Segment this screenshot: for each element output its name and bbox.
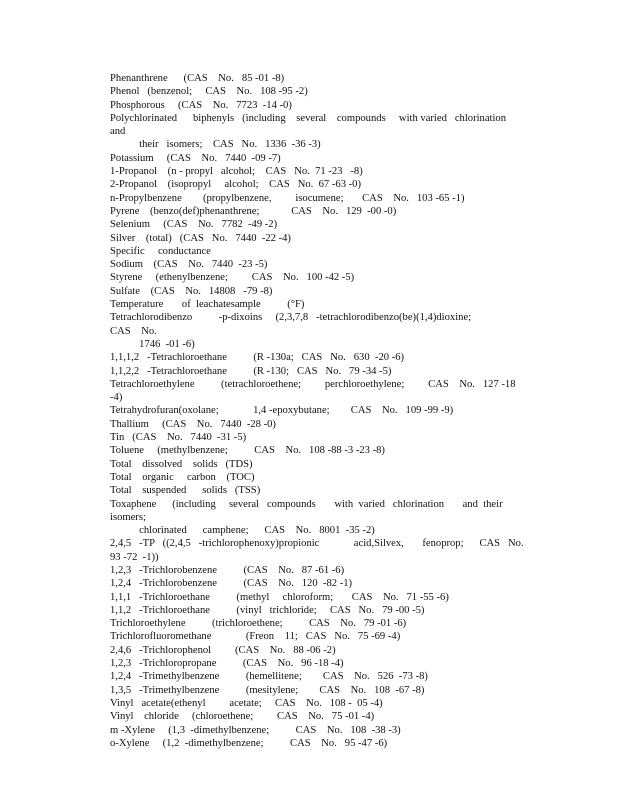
entry-text: 2,4,6 -Trichlorophenol (CAS No. 88 -06 -2)	[110, 644, 336, 656]
entry-text: Tetrachloroethylene (tetrachloroethene; perchloroethylene; CAS No. 127 -18 -4)	[110, 378, 519, 404]
entry-text: Styrene (ethenylbenzene; CAS No. 100 -42 -5)	[110, 272, 355, 284]
list-item	[110, 218, 530, 231]
entry-text: Thallium (CAS No. 7440 -28 -0)	[110, 418, 276, 430]
list-item	[110, 298, 530, 311]
entry-text: Temperature of leachatesample (°F)	[110, 299, 305, 311]
list-item	[110, 697, 530, 710]
list-item	[110, 351, 530, 364]
entry-text: Phenanthrene (CAS No. 85 -01 -8)	[110, 73, 285, 84]
list-item	[110, 471, 530, 484]
entry-text: Trichloroethylene (trichloroethene; CAS No. 79 -01 -6)	[110, 618, 407, 630]
entry-text: Toluene (methylbenzene; CAS No. 108 -88 -3 -23 -8)	[110, 445, 385, 457]
entry-continuation-text: their isomers; CAS No. 1336 -36 -3)	[110, 139, 321, 151]
list-item	[110, 458, 530, 471]
entry-text: Potassium (CAS No. 7440 -09 -7)	[110, 152, 281, 164]
list-item	[110, 498, 530, 538]
entry-text: Total suspended solids (TSS)	[110, 485, 261, 497]
entry-text: Silver (total) (CAS No. 7440 -22 -4)	[110, 232, 291, 244]
list-item	[110, 112, 530, 152]
list-item	[110, 710, 530, 723]
list-item	[110, 404, 530, 417]
entry-text: 1,1,1 -Trichloroethane (methyl chloroform; CAS No. 71 -55 -6)	[110, 591, 449, 603]
list-item	[110, 72, 530, 85]
list-item	[110, 630, 530, 643]
entry-text: 1,1,2 -Trichloroethane (vinyl trichloride; CAS No. 79 -00 -5)	[110, 604, 425, 616]
list-item	[110, 684, 530, 697]
entry-text: 1,1,1,2 -Tetrachloroethane (R -130a; CAS No. 630 -20 -6)	[110, 352, 405, 364]
entry-text: 2,4,5 -TP ((2,4,5 -trichlorophenoxy)propionic acid,Silvex, fenoprop; CAS No. 93 -72 -1))	[110, 538, 532, 563]
list-item	[110, 604, 530, 617]
entry-text: 1,2,3 -Trichloropropane (CAS No. 96 -18 -4)	[110, 658, 344, 670]
entry-text: Tin (CAS No. 7440 -31 -5)	[110, 432, 247, 444]
entry-text: Sodium (CAS No. 7440 -23 -5)	[110, 259, 268, 271]
entry-text: Selenium (CAS No. 7782 -49 -2)	[110, 219, 278, 231]
list-item	[110, 271, 530, 284]
list-item	[110, 657, 530, 670]
list-item	[110, 537, 530, 564]
entry-text: Sulfate (CAS No. 14808 -79 -8)	[110, 285, 273, 297]
entry-text: Tetrachlorodibenzo -p-dixoins (2,3,7,8 -tetrachlorodibenzo(be)(1,4)dioxine; CAS No.	[110, 312, 511, 337]
entry-text: Phenol (benzenol; CAS No. 108 -95 -2)	[110, 86, 308, 98]
list-item	[110, 617, 530, 630]
list-item	[110, 85, 530, 98]
entry-text: Vinyl acetate(ethenyl acetate; CAS No. 108 - 05 -4)	[110, 697, 383, 709]
chemical-list	[110, 72, 530, 750]
list-item	[110, 232, 530, 245]
entry-text: Polychlorinated biphenyls (including several compounds with varied chlorination and	[110, 112, 520, 138]
list-item	[110, 205, 530, 218]
entry-text: Total dissolved solids (TDS)	[110, 458, 253, 470]
list-item	[110, 192, 530, 205]
entry-text: 1,2,3 -Trichlorobenzene (CAS No. 87 -61 -6)	[110, 564, 345, 576]
entry-text: 1,2,4 -Trimethylbenzene (hemellitene; CAS No. 526 -73 -8)	[110, 671, 428, 683]
list-item	[110, 484, 530, 497]
entry-text: o-Xylene (1,2 -dimethylbenzene; CAS No. 95 -47 -6)	[110, 737, 388, 749]
entry-text: 1-Propanol (n - propyl alcohol; CAS No. 71 -23 -8)	[110, 166, 363, 178]
list-item	[110, 99, 530, 112]
entry-text: Toxaphene (including several compounds with varied chlorination and their isomers;	[110, 498, 508, 523]
entry-text: Phosphorous (CAS No. 7723 -14 -0)	[110, 99, 292, 111]
list-item	[110, 644, 530, 657]
list-item	[110, 152, 530, 165]
list-item	[110, 564, 530, 577]
list-item	[110, 258, 530, 271]
list-item	[110, 178, 530, 191]
list-item	[110, 431, 530, 444]
entry-continuation-text: 1746 -01 -6)	[110, 338, 195, 350]
entry-text: Vinyl chloride (chloroethene; CAS No. 75 -01 -4)	[110, 711, 375, 723]
entry-text: 1,2,4 -Trichlorobenzene (CAS No. 120 -82 -1)	[110, 578, 353, 590]
entry-text: 2-Propanol (isopropyl alcohol; CAS No. 67 -63 -0)	[110, 179, 361, 191]
list-item	[110, 245, 530, 258]
list-item	[110, 724, 530, 737]
entry-continuation-text: chlorinated camphene; CAS No. 8001 -35 -2)	[110, 525, 375, 537]
entry-text: 1,3,5 -Trimethylbenzene (mesitylene; CAS No. 108 -67 -8)	[110, 684, 425, 696]
entry-text: Pyrene (benzo(def)phenanthrene; CAS No. 129 -00 -0)	[110, 205, 397, 217]
entry-text: Tetrahydrofuran(oxolane; 1,4 -epoxybutane; CAS No. 109 -99 -9)	[110, 405, 454, 417]
list-item	[110, 378, 530, 405]
list-item	[110, 311, 530, 351]
entry-text: Total organic carbon (TOC)	[110, 471, 255, 483]
list-item	[110, 285, 530, 298]
entry-text: 1,1,2,2 -Tetrachloroethane (R -130; CAS No. 79 -34 -5)	[110, 365, 392, 377]
list-item	[110, 591, 530, 604]
list-item	[110, 165, 530, 178]
list-item	[110, 737, 530, 750]
entry-text: m -Xylene (1,3 -dimethylbenzene; CAS No. 108 -38 -3)	[110, 724, 401, 736]
entry-text: Trichlorofluoromethane (Freon 11; CAS No. 75 -69 -4)	[110, 631, 401, 643]
list-item	[110, 670, 530, 683]
list-item	[110, 418, 530, 431]
list-item	[110, 444, 530, 457]
entry-text: Specific conductance	[110, 245, 211, 257]
list-item	[110, 577, 530, 590]
list-item	[110, 365, 530, 378]
entry-text: n-Propylbenzene (propylbenzene, isocumene; CAS No. 103 -65 -1)	[110, 192, 465, 204]
